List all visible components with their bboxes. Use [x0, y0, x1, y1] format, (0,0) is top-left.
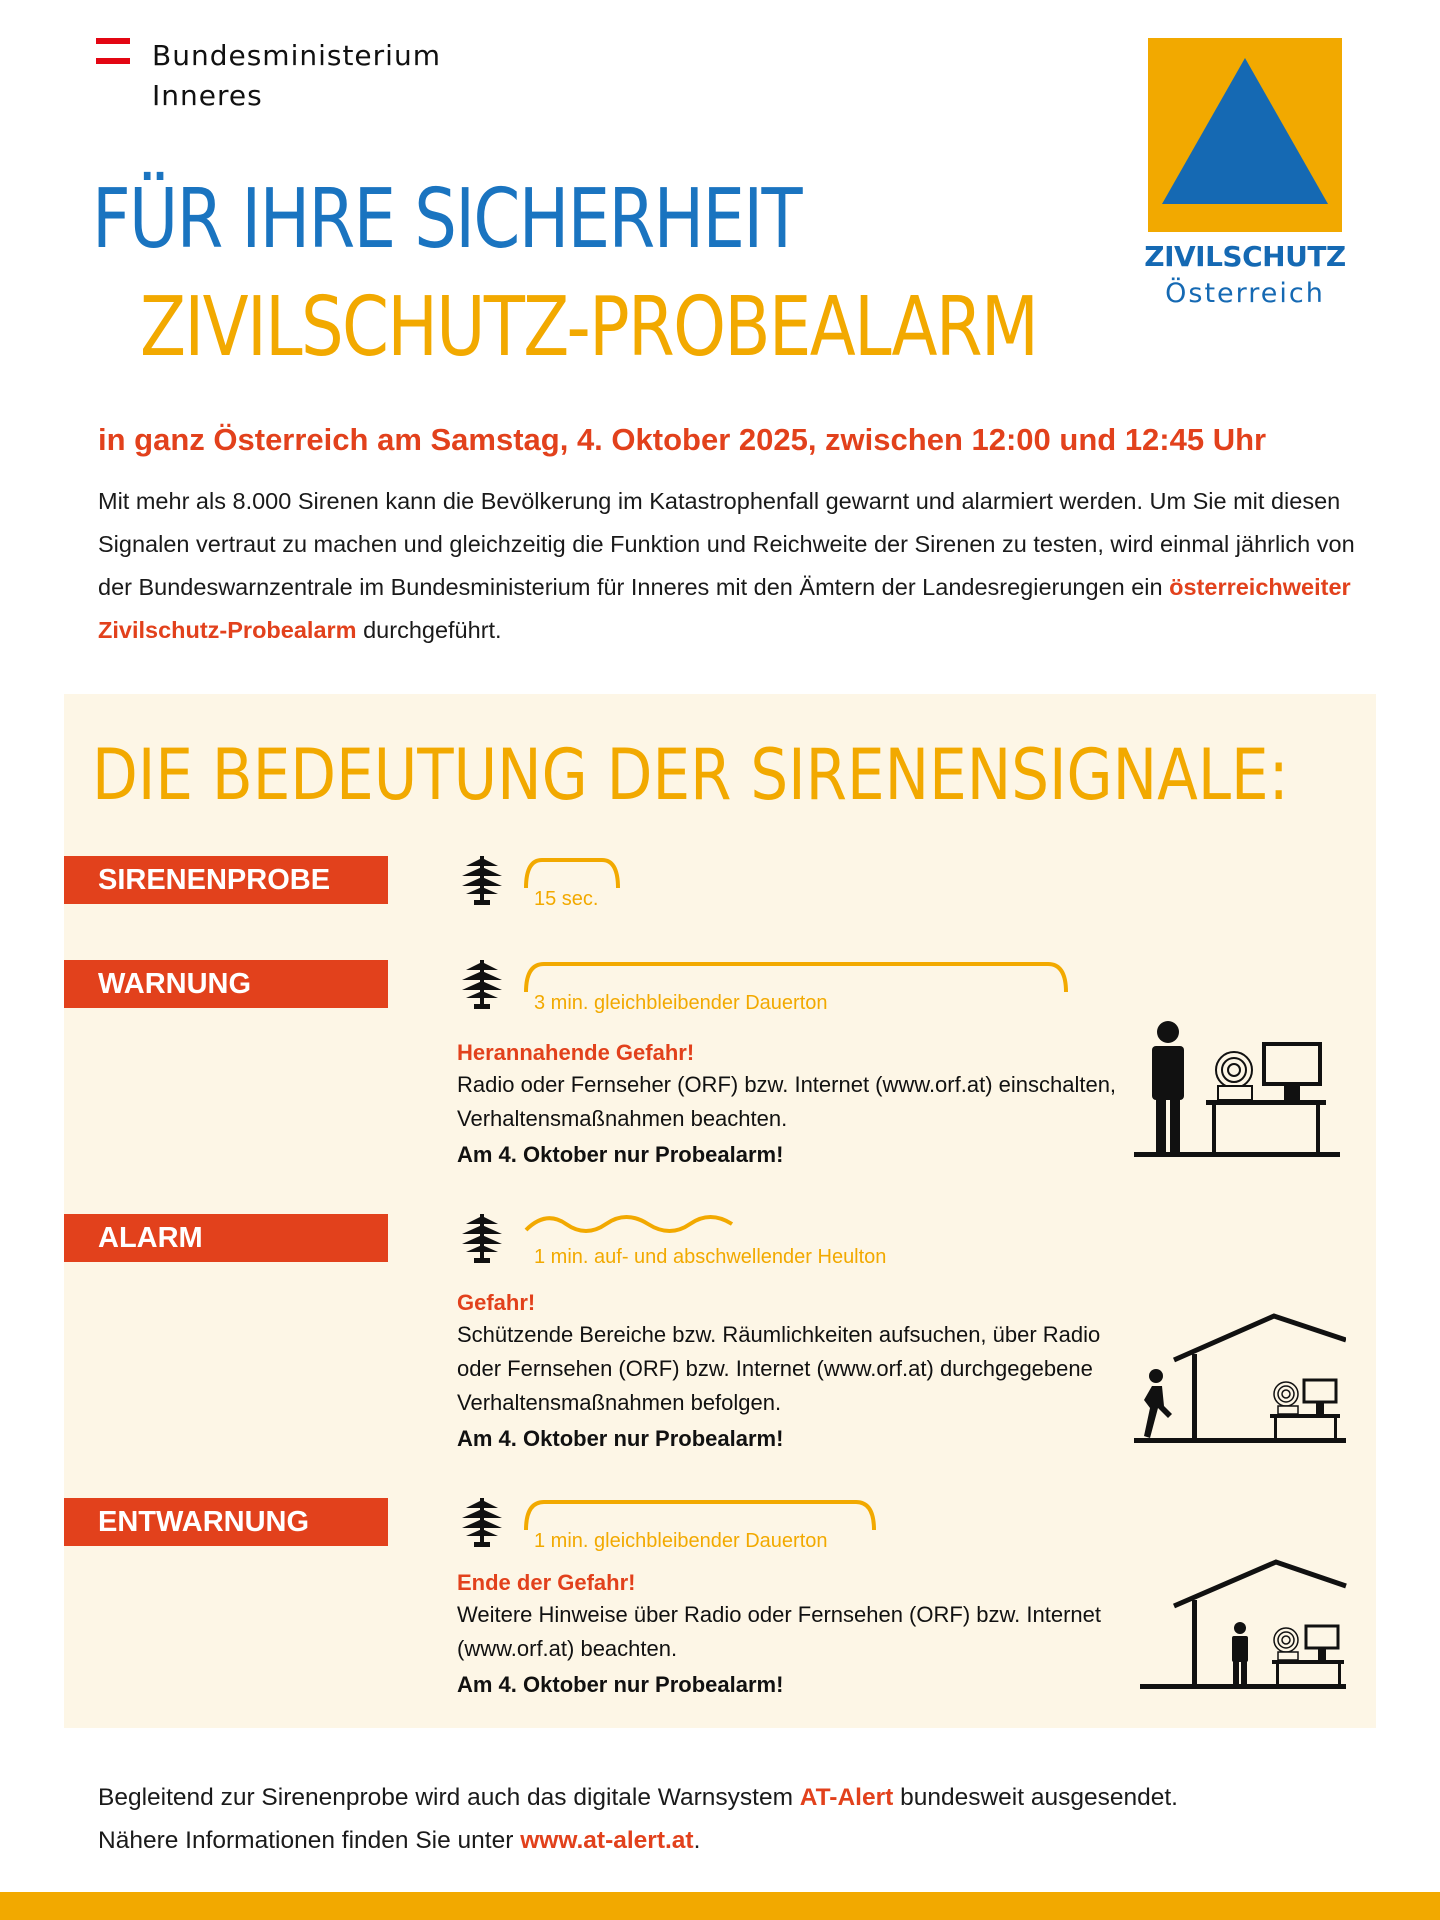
footer-text	[98, 1776, 1358, 1862]
at-alert-highlight: AT-Alert	[799, 1784, 894, 1811]
austria-flag-icon	[96, 38, 130, 64]
footer-line1-after: bundesweit ausgesendet.	[893, 1784, 1178, 1811]
warnung-heading: Herannahende Gefahr!	[457, 1040, 695, 1065]
intro-paragraph	[98, 480, 1358, 652]
person-at-desk-icon	[1134, 1020, 1344, 1160]
entwarnung-text: Weitere Hinweise über Radio oder Fernsehen (ORF) bzw. Internet (www.orf.at) beachten.	[457, 1602, 1101, 1661]
signal-line-wave	[522, 1208, 752, 1248]
intro-highlight: österreichweiter Zivilschutz-Probealarm	[98, 574, 1351, 643]
alarm-note: Am 4. Oktober nur Probealarm!	[457, 1426, 784, 1451]
page-title-line1: FÜR IHRE SICHERHEIT	[92, 172, 801, 267]
siren-icon	[458, 1496, 506, 1548]
footer-line2-before: Nähere Informationen finden Sie unter	[98, 1827, 521, 1854]
footer-line1-before: Begleitend zur Sirenenprobe wird auch das digitale Warnsystem	[98, 1784, 800, 1811]
caption-warnung: 3 min. gleichbleibender Dauerton	[534, 992, 828, 1014]
entwarnung-note: Am 4. Oktober nur Probealarm!	[457, 1672, 784, 1697]
label-sirenenprobe: SIRENENPROBE	[64, 856, 388, 904]
alarm-heading: Gefahr!	[457, 1290, 536, 1315]
caption-entwarnung: 1 min. gleichbleibender Dauerton	[534, 1530, 828, 1552]
label-warnung: WARNUNG	[64, 960, 388, 1008]
ministry-logo	[96, 38, 496, 118]
intro-text-before: Mit mehr als 8.000 Sirenen kann die Bevölkerung im Katastrophenfall gewarnt und alarmiert werden. Um Sie mit diesen Signalen vertraut zu machen und gleichzeitig die Funktion und Reichweite der Sirenen zu testen, wird einmal jährlich von der Bundeswarnzentrale im Bundesministerium für Inneres mit den Ämtern der Landesregierungen ein	[98, 488, 1355, 600]
zivilschutz-logo	[1140, 38, 1360, 318]
person-entering-house-icon	[1134, 1310, 1346, 1450]
warnung-text: Radio oder Fernseher (ORF) bzw. Internet (www.orf.at) einschalten, Verhaltensmaßnahmen beachten.	[457, 1072, 1117, 1131]
footer-bar	[0, 1892, 1440, 1920]
page-title-line2: ZIVILSCHUTZ-PROBEALARM	[140, 280, 1038, 375]
at-alert-link[interactable]: www.at-alert.at	[520, 1827, 694, 1854]
person-inside-house-icon	[1140, 1556, 1350, 1696]
label-alarm: ALARM	[64, 1214, 388, 1262]
caption-alarm: 1 min. auf- und abschwellender Heulton	[534, 1246, 887, 1268]
siren-icon	[458, 1212, 506, 1264]
signals-panel	[64, 694, 1376, 1728]
zivilschutz-subtitle: Österreich	[1165, 278, 1325, 309]
intro-text-after: durchgeführt.	[356, 617, 502, 643]
signals-title: DIE BEDEUTUNG DER SIRENENSIGNALE:	[92, 734, 1289, 816]
ministry-line2: Inneres	[152, 79, 263, 112]
label-entwarnung: ENTWARNUNG	[64, 1498, 388, 1546]
footer-line1	[98, 1776, 1358, 1819]
caption-sirenenprobe: 15 sec.	[534, 888, 599, 910]
zivilschutz-name: ZIVILSCHUTZ	[1144, 240, 1346, 273]
ministry-name	[152, 36, 441, 116]
alarm-text: Schützende Bereiche bzw. Räumlichkeiten aufsuchen, über Radio oder Fernsehen (ORF) bzw. Internet (www.orf.at) durchgegebene Verhaltensmaßnahmen befolgen.	[457, 1322, 1101, 1415]
footer-line2	[98, 1819, 1358, 1862]
zivilschutz-square	[1148, 38, 1342, 232]
ministry-line1: Bundesministerium	[152, 39, 441, 72]
blue-triangle-icon	[1148, 38, 1342, 232]
footer-line2-after: .	[693, 1827, 701, 1854]
siren-icon	[458, 854, 506, 906]
date-line: in ganz Österreich am Samstag, 4. Oktober 2025, zwischen 12:00 und 12:45 Uhr	[98, 422, 1267, 457]
siren-icon	[458, 958, 506, 1010]
entwarnung-heading: Ende der Gefahr!	[457, 1570, 636, 1595]
warnung-note: Am 4. Oktober nur Probealarm!	[457, 1142, 784, 1167]
